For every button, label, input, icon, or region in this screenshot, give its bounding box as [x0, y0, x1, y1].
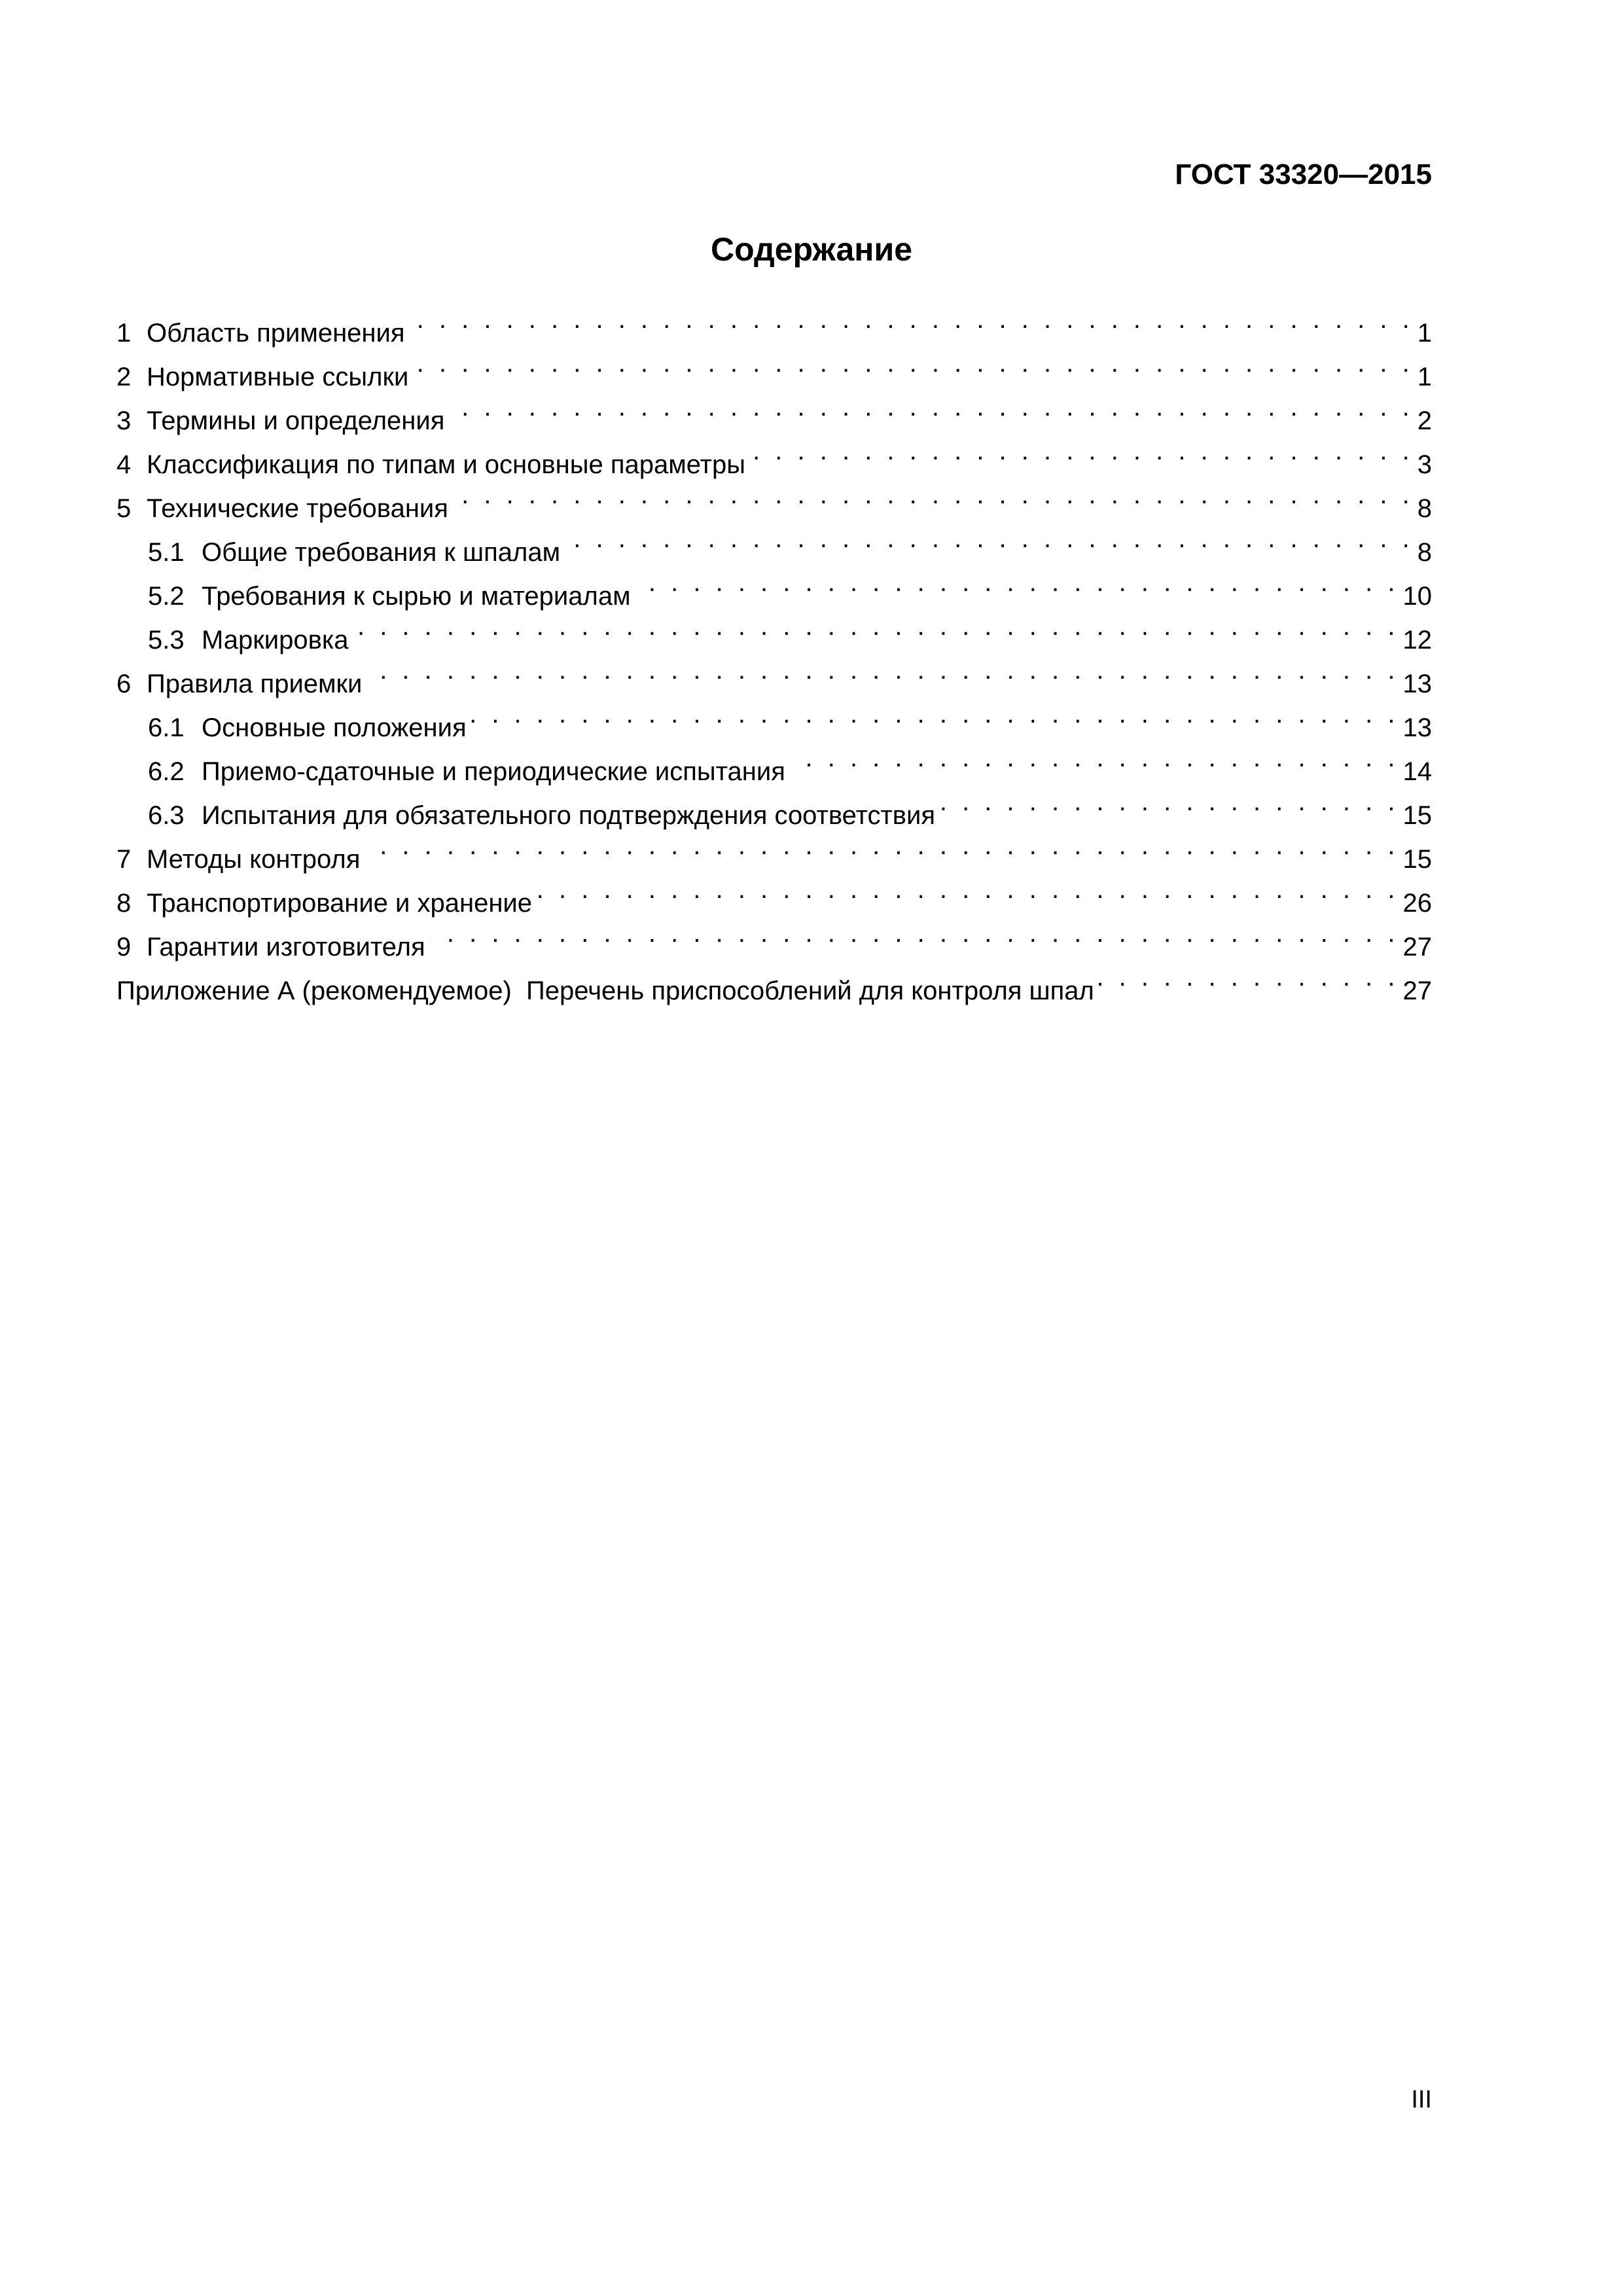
toc-entry-page: 1: [1417, 363, 1432, 391]
dot-leader: [364, 824, 1399, 868]
toc-entry-label: Испытания для обязательного подтверждения соответствия: [202, 801, 936, 830]
dot-leader: [939, 780, 1399, 824]
toc-title: Содержание: [710, 231, 913, 268]
dot-leader: [452, 473, 1414, 517]
toc-entry-page: 2: [1417, 406, 1432, 435]
toc-entry-number: 8: [116, 889, 132, 918]
toc-entry-number: 5: [116, 494, 132, 523]
toc-entry-label: Правила приемки: [147, 670, 363, 698]
toc-entry-page: 3: [1417, 450, 1432, 479]
toc-entry-label: Основные положения: [202, 713, 467, 742]
toc-entry-label: Требования к сырью и материалам: [202, 582, 631, 611]
toc-entry-page: 1: [1417, 319, 1432, 348]
dot-leader: [1098, 956, 1399, 999]
dot-leader: [471, 692, 1399, 736]
toc-entry-label: Методы контроля: [147, 845, 361, 874]
toc-entry-number: 9: [116, 933, 132, 961]
toc-entry-label: Транспортирование и хранение: [147, 889, 533, 918]
dot-leader: [448, 386, 1413, 429]
toc-entry-number: 6.2: [148, 757, 185, 786]
toc-entry-page: 13: [1402, 713, 1432, 742]
standard-code: ГОСТ 33320—2015: [1175, 158, 1432, 190]
toc-entry-label: Приложение А (рекомендуемое) Перечень приспособлений для контроля шпал: [116, 977, 1094, 1005]
toc-entry-page: 8: [1417, 494, 1432, 523]
dot-leader: [429, 912, 1399, 956]
toc-entry-number: 6: [116, 670, 132, 698]
toc-entry-number: 5.1: [148, 538, 185, 567]
toc-entry-label: Нормативные ссылки: [147, 363, 409, 391]
dot-leader: [789, 736, 1399, 780]
toc-entry-label: Классификация по типам и основные параметры: [147, 450, 745, 479]
toc-entry-number: 6.3: [148, 801, 185, 830]
toc-entry-number: 7: [116, 845, 132, 874]
toc-entry-page: 10: [1402, 582, 1432, 611]
toc-entry-page: 15: [1402, 801, 1432, 830]
dot-leader: [536, 868, 1399, 912]
page-number: III: [1411, 2086, 1432, 2113]
toc-entry-page: 14: [1402, 757, 1432, 786]
toc-entry-label: Технические требования: [147, 494, 448, 523]
toc-entry-page: 27: [1402, 977, 1432, 1005]
toc-entry-number: 4: [116, 450, 132, 479]
dot-leader: [409, 298, 1414, 342]
toc-entry-page: 26: [1402, 889, 1432, 918]
dot-leader: [564, 517, 1414, 561]
toc-entry-number: 2: [116, 363, 132, 391]
toc-entry-label: Термины и определения: [147, 406, 445, 435]
toc-entry-number: 5.2: [148, 582, 185, 611]
toc-entry-number: 1: [116, 319, 132, 348]
toc-entry-number: 6.1: [148, 713, 185, 742]
toc-entry-number: 3: [116, 406, 132, 435]
dot-leader: [749, 429, 1414, 473]
toc-entry-page: 12: [1402, 626, 1432, 655]
toc-entry-number: 5.3: [148, 626, 185, 655]
toc-entry-label: Область применения: [147, 319, 405, 348]
toc-entry-page: 27: [1402, 933, 1432, 961]
dot-leader: [412, 342, 1413, 386]
toc-entry-label: Общие требования к шпалам: [202, 538, 561, 567]
table-of-contents: [116, 298, 1432, 1005]
dot-leader: [635, 561, 1399, 605]
dot-leader: [352, 605, 1399, 649]
toc-entry-label: Приемо-сдаточные и периодические испытания: [202, 757, 785, 786]
toc-entry-page: 15: [1402, 845, 1432, 874]
toc-entry-page: 8: [1417, 538, 1432, 567]
toc-entry-page: 13: [1402, 670, 1432, 698]
toc-entry-label: Гарантии изготовителя: [147, 933, 425, 961]
dot-leader: [366, 649, 1399, 692]
toc-entry-1[interactable]: [116, 298, 1432, 348]
toc-entry-label: Маркировка: [202, 626, 349, 655]
